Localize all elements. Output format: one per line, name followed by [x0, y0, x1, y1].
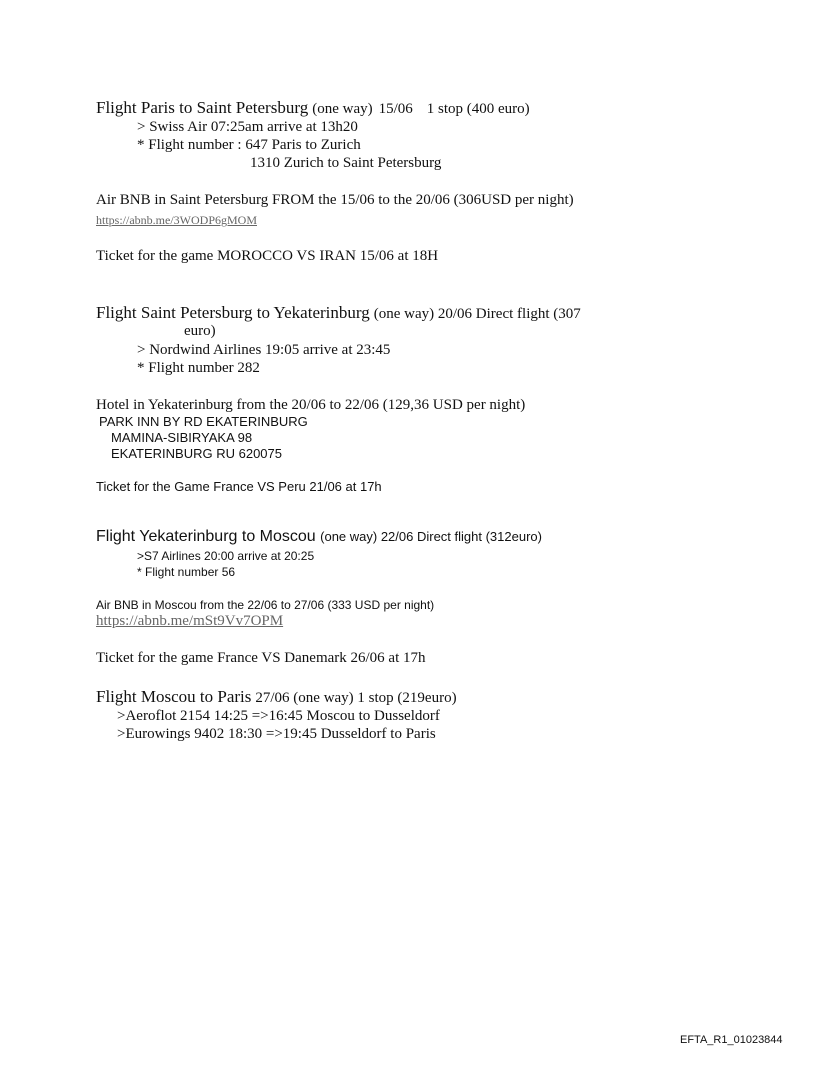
- trip4-flight-title: Flight Moscou to Paris: [96, 687, 252, 706]
- trip3-ticket-line: Ticket for the game France VS Danemark 26/06 at 17h: [96, 650, 426, 666]
- trip1-stay-link[interactable]: https://abnb.me/3WODP6gMOM: [96, 213, 257, 227]
- trip3-flight-number-line: * Flight number 56: [137, 565, 236, 579]
- trip1-flight-stops: 1 stop (400 euro): [426, 101, 530, 117]
- trip1-flight-date: 15/06: [378, 101, 413, 117]
- document-id: EFTA_R1_01023844: [680, 1034, 783, 1046]
- trip3-stay-link[interactable]: https://abnb.me/mSt9Vv7OPM: [96, 613, 284, 629]
- trip1-ticket-line: Ticket for the game MOROCCO VS IRAN 15/06 at 18H: [96, 248, 439, 264]
- trip1-flight-type: (one way): [312, 101, 373, 117]
- trip2-hotel-street: MAMINA-SIBIRYAKA 98: [111, 430, 253, 445]
- trip3-stay-line: Air BNB in Moscou from the 22/06 to 27/06 (333 USD per night): [96, 598, 435, 612]
- trip2-flight-number-line: * Flight number 282: [137, 360, 260, 376]
- trip1-stay-line: Air BNB in Saint Petersburg FROM the 15/06 to the 20/06 (306USD per night): [96, 192, 574, 208]
- trip2-flight-rest-wrap: euro): [184, 323, 216, 339]
- trip3-flight-title: Flight Yekaterinburg to Moscou: [96, 528, 316, 545]
- trip2-ticket-line: Ticket for the Game France VS Peru 21/06 at 17h: [96, 479, 382, 494]
- trip1-flight-heading: [96, 99, 530, 117]
- trip3-flight-heading: [96, 529, 542, 545]
- trip4-leg2-line: >Eurowings 9402 18:30 =>19:45 Dusseldorf to Paris: [117, 726, 436, 742]
- trip2-flight-heading: [96, 304, 581, 322]
- trip2-hotel-line: Hotel in Yekaterinburg from the 20/06 to 22/06 (129,36 USD per night): [96, 397, 526, 413]
- trip1-flight-number-line: * Flight number : 647 Paris to Zurich: [137, 137, 361, 153]
- trip1-airline-line: > Swiss Air 07:25am arrive at 13h20: [137, 119, 358, 135]
- trip4-leg1-line: >Aeroflot 2154 14:25 =>16:45 Moscou to Dusseldorf: [117, 708, 440, 724]
- trip2-flight-rest: (one way) 20/06 Direct flight (307: [373, 306, 581, 322]
- trip2-airline-line: > Nordwind Airlines 19:05 arrive at 23:45: [137, 342, 391, 358]
- trip3-airline-line: >S7 Airlines 20:00 arrive at 20:25: [137, 549, 315, 563]
- trip3-flight-rest: (one way) 22/06 Direct flight (312euro): [320, 529, 542, 544]
- trip2-flight-title: Flight Saint Petersburg to Yekaterinburg: [96, 303, 370, 322]
- trip2-hotel-city: EKATERINBURG RU 620075: [111, 446, 282, 461]
- trip4-flight-rest: 27/06 (one way) 1 stop (219euro): [255, 690, 457, 706]
- trip1-flight-title: Flight Paris to Saint Petersburg: [96, 98, 309, 117]
- trip2-hotel-name: PARK INN BY RD EKATERINBURG: [99, 414, 308, 429]
- trip1-second-leg-line: 1310 Zurich to Saint Petersburg: [250, 155, 442, 171]
- trip4-flight-heading: [96, 688, 457, 706]
